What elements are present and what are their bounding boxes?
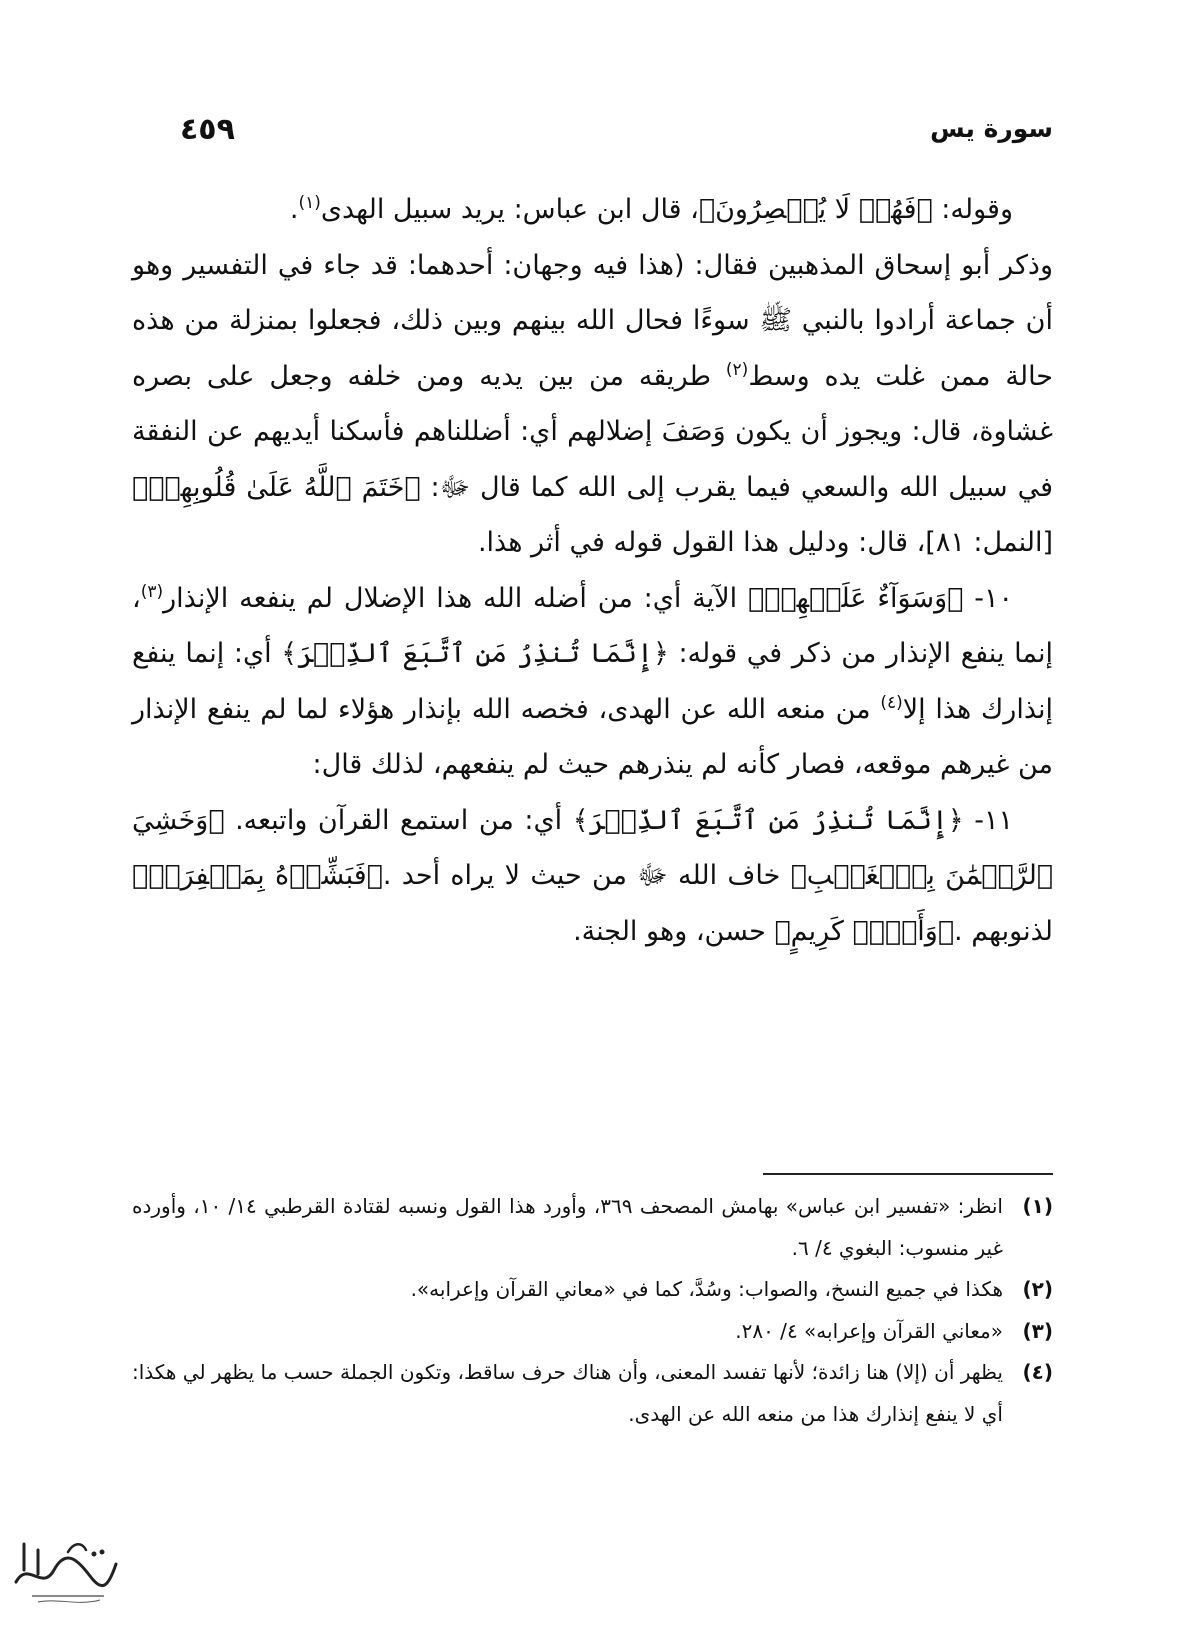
text-run: طريقه من بين يديه ومن خلفه وجعل على بصره غشاوة، قال: ويجوز أن يكون وَصَفَ إضلالهم أي: أضللناهم فأسكنا أيديهم عن النفقة في سبيل الله والسعي فيما يقرب إلى الله كما قال ﷻ: xyxy=(132,360,1054,503)
quran-verse: ﴿فَبَشِّرۡهُ بِمَغۡفِرَةٖ﴾ xyxy=(132,860,383,891)
footnote-ref[interactable]: (٤) xyxy=(880,692,903,713)
text-run: ، قال ابن عباس: يريد سبيل الهدى xyxy=(320,194,699,225)
footnote-text: «معاني القرآن وإعرابه» ٤/ ٢٨٠. xyxy=(735,1318,1003,1343)
main-text xyxy=(132,182,1053,959)
footnote xyxy=(132,1311,1053,1353)
footnote-text: يظهر أن (إلا) هنا زائدة؛ لأنها تفسد المعنى، وأن هناك حرف ساقط، وتكون الجملة حسب ما يظهر لي هكذا: أي لا ينفع إنذارك هذا من منعه الله عن الهدى. xyxy=(132,1360,1003,1426)
footnote-number: (٢) xyxy=(1022,1277,1053,1301)
footnote-ref[interactable]: (١) xyxy=(298,193,321,213)
text-run: وقوله: xyxy=(932,194,1013,225)
footnote-ref[interactable]: (٢) xyxy=(725,359,749,380)
text-run: خاف الله ﷻ من حيث لا يراه أحد . xyxy=(382,860,791,891)
quran-verse: ﴿فَهُمۡ لَا يُبۡصِرُونَ﴾ xyxy=(698,194,933,225)
text-run: من منعه الله عن الهدى، فخصه الله بإنذار هؤلاء لما لم ينفع الإنذار من غيرهم موقعه، فصار كأنه لم ينذرهم حيث لم ينفعهم، لذلك قال: xyxy=(132,693,1053,780)
footnote-number: (٣) xyxy=(1022,1318,1053,1343)
footnote-number: (١) xyxy=(1022,1194,1053,1218)
text-run: ، إنما ينفع الإنذار من ذكر في قوله: xyxy=(132,582,1053,669)
footnote xyxy=(132,1269,1053,1311)
verse-number: ١١- xyxy=(963,804,1013,836)
paragraph xyxy=(132,571,1053,793)
text-run: [النمل: ٨١]، قال: ودليل هذا القول قوله في أثر هذا. xyxy=(477,527,1053,558)
paragraph xyxy=(132,793,1053,960)
text-run: أي: إنما ينفع إنذارك هذا إلا xyxy=(132,638,1054,725)
footnote-text: انظر: «تفسير ابن عباس» بهامش المصحف ٣٦٩، وأورد هذا القول ونسبه لقتادة القرطبي ١٤/ ١٠، وأورده غير منسوب: البغوي ٤/ ٦. xyxy=(132,1194,1003,1260)
text-run: لذنوبهم . xyxy=(954,915,1053,947)
footnote-text: هكذا في جميع النسخ، والصواب: وسُدَّ، كما في «معاني القرآن وإعرابه». xyxy=(410,1277,1003,1301)
text-run: . xyxy=(289,194,299,225)
verse-number: ١٠- xyxy=(963,582,1013,614)
text-run: أي: من استمع القرآن واتبعه. xyxy=(224,804,573,836)
text-run: وذكر أبو إسحاق المذهبين فقال: (هذا فيه وجهان: أحدهما: قد جاء في التفسير وهو أن جماعة أرادوا بالنبي ﷺ سوءًا فحال الله بينهم وبين ذلك، فجعلوا بمنزلة من هذه حالة ممن غلت يده وسط xyxy=(132,249,1053,392)
paragraph xyxy=(132,182,1053,238)
quran-verse: ﴿خَتَمَ ٱللَّهُ عَلَىٰ قُلُوبِهِمۡ﴾ xyxy=(132,471,421,503)
footnote-ref[interactable]: (٣) xyxy=(140,581,164,602)
footnote xyxy=(132,1352,1053,1435)
footnote-separator xyxy=(763,1173,1053,1175)
quran-verse: ﴿وَأَجۡرٖ كَرِيمٍ﴾ xyxy=(774,915,955,947)
quran-verse: ﴿وَسَوَآءٌ عَلَيۡهِمۡ﴾ xyxy=(747,582,964,614)
surah-title: سورة يس xyxy=(930,114,1053,143)
logo-drawing xyxy=(8,1530,123,1610)
text-run: الآية أي: من أضله الله هذا الإضلال لم ينفعه الإنذار xyxy=(163,582,748,614)
quran-verse: ﴿إِنَّمَا تُنذِرُ مَنِ ٱتَّبَعَ ٱلذِّكۡرَ﴾ xyxy=(281,638,669,669)
calligraphy-logo-icon xyxy=(8,1530,123,1610)
text-run: حسن، وهو الجنة. xyxy=(573,915,775,947)
quran-verse: ﴿وَخَشِيَ ٱلرَّحۡمَٰنَ بِٱلۡغَيۡبِ﴾ xyxy=(132,804,1054,891)
quran-verse: ﴿إِنَّمَا تُنذِرُ مَنِ ٱتَّبَعَ ٱلذِّكۡرَ﴾ xyxy=(572,804,964,836)
page-header xyxy=(180,112,1053,152)
footnote xyxy=(132,1186,1053,1269)
footnote-number: (٤) xyxy=(1022,1360,1053,1384)
paragraph xyxy=(132,238,1053,571)
page-number: ٤٥٩ xyxy=(180,112,235,147)
footnotes xyxy=(132,1186,1053,1435)
